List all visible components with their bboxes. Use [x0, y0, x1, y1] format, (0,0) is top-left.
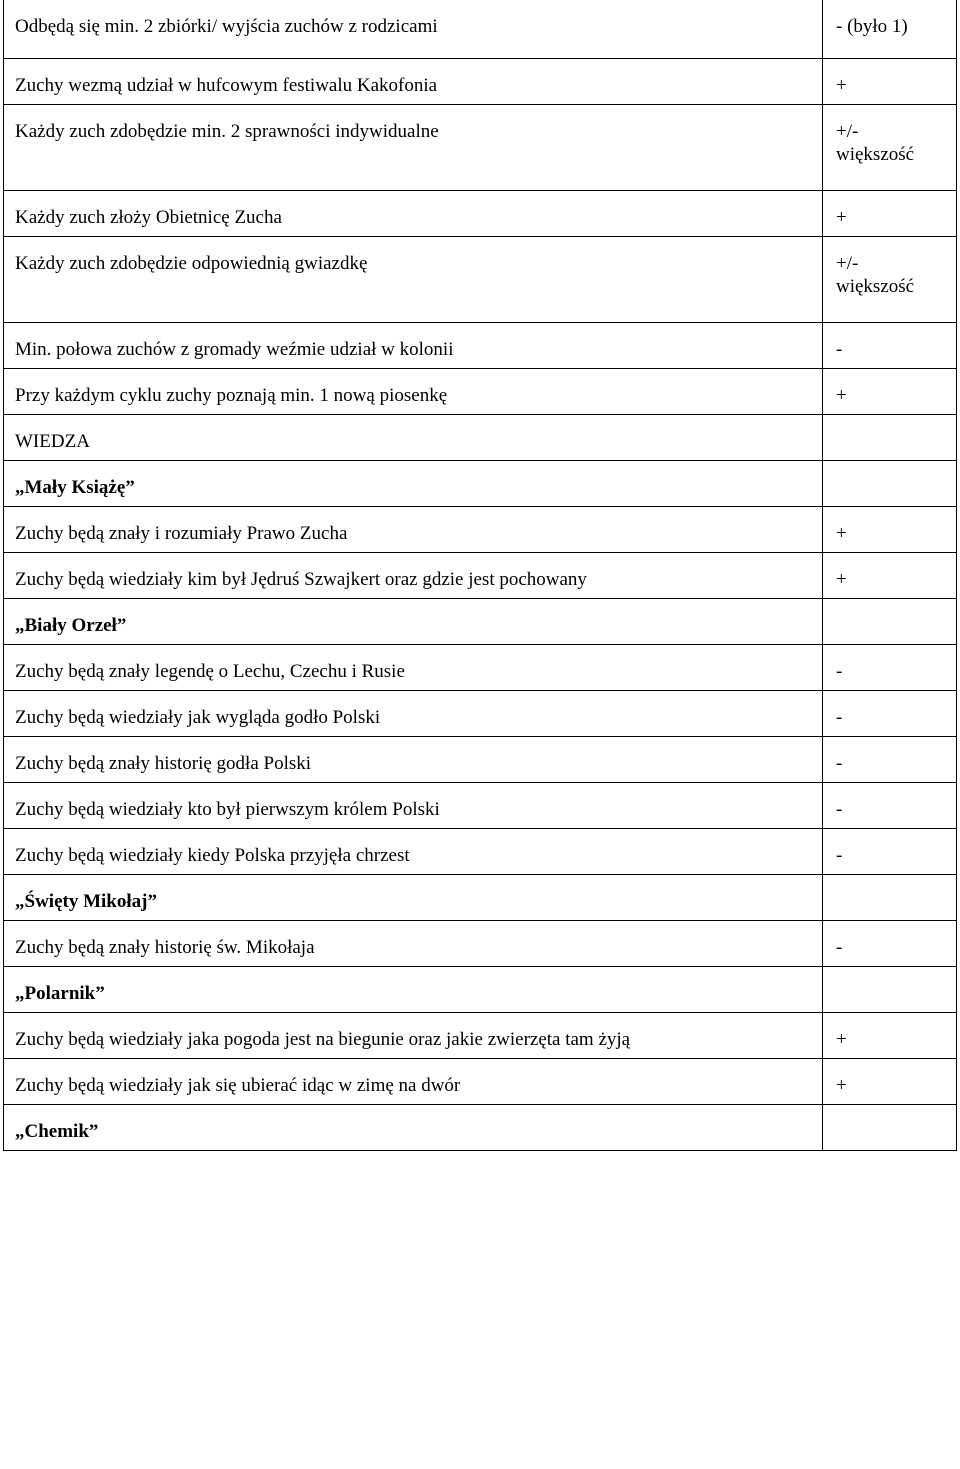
row-description: Zuchy będą wiedziały kiedy Polska przyjęła chrzest — [4, 828, 823, 874]
table-row — [4, 736, 957, 782]
row-status: +/- większość — [823, 104, 957, 190]
cycle-heading-row — [4, 598, 957, 644]
table-row — [4, 690, 957, 736]
cycle-heading: „Mały Książę” — [4, 460, 823, 506]
cycle-heading-row — [4, 460, 957, 506]
row-description: Min. połowa zuchów z gromady weźmie udział w kolonii — [4, 322, 823, 368]
row-status: + — [823, 58, 957, 104]
row-description: Zuchy będą znały historię św. Mikołaja — [4, 920, 823, 966]
row-status: + — [823, 552, 957, 598]
cycle-heading-row — [4, 966, 957, 1012]
cycle-heading: „Polarnik” — [4, 966, 823, 1012]
table-row — [4, 190, 957, 236]
row-status — [823, 966, 957, 1012]
table-row — [4, 1058, 957, 1104]
row-description: Zuchy będą znały legendę o Lechu, Czechu i Rusie — [4, 644, 823, 690]
row-status — [823, 874, 957, 920]
cycle-heading: „Święty Mikołaj” — [4, 874, 823, 920]
row-status — [823, 598, 957, 644]
row-description: Zuchy będą znały historię godła Polski — [4, 736, 823, 782]
row-description: Każdy zuch zdobędzie odpowiednią gwiazdkę — [4, 236, 823, 322]
table-row — [4, 58, 957, 104]
row-description: Zuchy będą wiedziały kim był Jędruś Szwajkert oraz gdzie jest pochowany — [4, 552, 823, 598]
table-row — [4, 644, 957, 690]
row-status: - — [823, 782, 957, 828]
row-status: - — [823, 736, 957, 782]
row-description: Zuchy będą wiedziały jak się ubierać idąc w zimę na dwór — [4, 1058, 823, 1104]
cycle-heading: „Biały Orzeł” — [4, 598, 823, 644]
row-description: Zuchy będą wiedziały jak wygląda godło Polski — [4, 690, 823, 736]
row-status: + — [823, 1012, 957, 1058]
table-row — [4, 506, 957, 552]
table-row — [4, 0, 957, 58]
section-heading-row — [4, 414, 957, 460]
row-status: - — [823, 690, 957, 736]
table-row — [4, 236, 957, 322]
table-row — [4, 368, 957, 414]
cycle-heading-row — [4, 874, 957, 920]
row-description: Zuchy będą wiedziały kto był pierwszym królem Polski — [4, 782, 823, 828]
cycle-heading: „Chemik” — [4, 1104, 823, 1150]
table-row — [4, 322, 957, 368]
row-status: + — [823, 1058, 957, 1104]
row-status: - — [823, 644, 957, 690]
row-description: Zuchy będą wiedziały jaka pogoda jest na biegunie oraz jakie zwierzęta tam żyją — [4, 1012, 823, 1058]
row-status: - — [823, 828, 957, 874]
cycle-heading-row — [4, 1104, 957, 1150]
row-status: - — [823, 920, 957, 966]
row-status: + — [823, 190, 957, 236]
row-status: + — [823, 506, 957, 552]
row-status: - (było 1) — [823, 0, 957, 58]
row-status: + — [823, 368, 957, 414]
row-status — [823, 414, 957, 460]
row-description: Każdy zuch zdobędzie min. 2 sprawności indywidualne — [4, 104, 823, 190]
row-status: +/- większość — [823, 236, 957, 322]
row-status — [823, 1104, 957, 1150]
table-row — [4, 104, 957, 190]
table-row — [4, 920, 957, 966]
table-row — [4, 1012, 957, 1058]
row-status — [823, 460, 957, 506]
row-description: Odbędą się min. 2 zbiórki/ wyjścia zuchów z rodzicami — [4, 0, 823, 58]
goals-table — [3, 0, 957, 1151]
row-description: Zuchy wezmą udział w hufcowym festiwalu Kakofonia — [4, 58, 823, 104]
table-row — [4, 828, 957, 874]
row-description: Przy każdym cyklu zuchy poznają min. 1 nową piosenkę — [4, 368, 823, 414]
section-heading: WIEDZA — [4, 414, 823, 460]
table-row — [4, 552, 957, 598]
row-description: Zuchy będą znały i rozumiały Prawo Zucha — [4, 506, 823, 552]
row-status: - — [823, 322, 957, 368]
row-description: Każdy zuch złoży Obietnicę Zucha — [4, 190, 823, 236]
table-row — [4, 782, 957, 828]
